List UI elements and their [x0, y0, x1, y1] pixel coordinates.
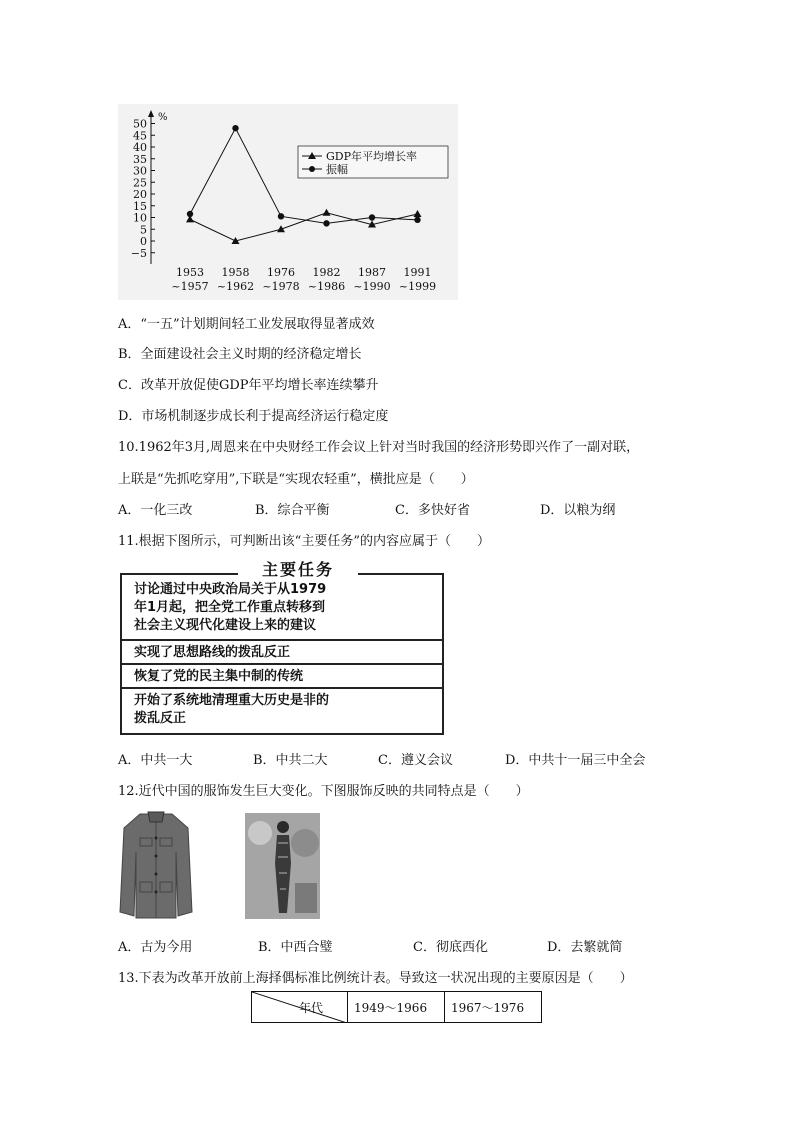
x-label-top: 1958 [221, 266, 250, 279]
q11-stem: 11.根据下图所示，可判断出该“主要任务”的内容应属于（ ） [118, 534, 490, 549]
x-label-top: 1987 [358, 266, 386, 279]
q10-option-b: B．综合平衡 [255, 503, 330, 518]
y-tick-label: 45 [133, 129, 147, 143]
q11-option-a: A．中共一大 [118, 753, 193, 768]
task-row-1 [122, 581, 442, 639]
q13-table-header-row [252, 992, 542, 1023]
q10-stem-line1: 10.1962年3月,周恩来在中央财经工作会议上针对当时我国的经济形势即兴作了一副对联， [118, 440, 640, 455]
y-unit-label: % [158, 112, 168, 123]
y-tick-label: 35 [133, 152, 147, 166]
main-tasks-title: 主要任务 [238, 559, 358, 581]
y-tick-label: 0 [140, 235, 147, 248]
task-row-4-line-1: 开始了系统地清理重大历史是非的 [134, 693, 330, 708]
task-row-1-line-2: 年1月起，把全党工作重点转移到 [134, 600, 326, 615]
task-row-4-line-2: 拨乱反正 [134, 711, 187, 726]
zhongshan-suit-svg [118, 808, 194, 920]
y-tick-label: 25 [133, 176, 147, 190]
q10-option-c: C．多快好省 [395, 503, 470, 518]
y-axis-arrow [148, 110, 154, 117]
amplitude-point [414, 217, 420, 223]
series-line-0 [190, 213, 418, 241]
task-row-2-line-1: 实现了思想路线的拨乱反正 [134, 645, 291, 660]
gdp-point [414, 210, 422, 217]
q13-header-corner-cell [252, 992, 348, 1023]
q12-option-d: D．去繁就简 [547, 940, 623, 955]
task-row-3 [122, 663, 442, 687]
q11-option-b: B．中共二大 [253, 753, 328, 768]
q13-table [251, 991, 542, 1023]
y-tick-label: −5 [130, 246, 147, 260]
q10-option-a: A．一化三改 [118, 503, 193, 518]
q9-option-d: D．市场机制逐步成长利于提高经济运行稳定度 [118, 409, 389, 424]
task-row-3-line-1: 恢复了党的民主集中制的传统 [134, 669, 304, 684]
y-tick-label: 40 [133, 141, 147, 154]
q9-option-c: C．改革开放促使GDP年平均增长率连续攀升 [118, 378, 379, 393]
qipao-image [245, 813, 320, 919]
x-label-bottom: ~1986 [307, 280, 346, 293]
task-row-1-line-3: 社会主义现代化建设上来的建议 [134, 618, 317, 633]
y-tick-label: 5 [140, 223, 147, 237]
chart-svg [118, 104, 458, 300]
q11-option-d: D．中共十一届三中全会 [505, 753, 646, 768]
gdp-point [323, 209, 331, 216]
q9-option-a: A．“一五”计划期间轻工业发展取得显著成效 [118, 317, 375, 332]
x-label-top: 1982 [312, 266, 341, 279]
task-row-2 [122, 639, 442, 663]
q9-option-b: B．全面建设社会主义时期的经济稳定增长 [118, 347, 362, 362]
legend-marker-circle [309, 166, 315, 172]
legend-label-gdp: GDP年平均增长率 [326, 150, 418, 163]
q12-stem: 12.近代中国的服饰发生巨大变化。下图服饰反映的共同特点是（ ） [118, 784, 529, 799]
q13-col-1949-1966: 1949～1966 [348, 992, 445, 1023]
gdp-chart [118, 104, 458, 300]
y-tick-label: 50 [133, 117, 147, 131]
q12-option-b: B．中西合璧 [258, 940, 333, 955]
x-label-top: 1976 [267, 266, 295, 279]
amplitude-point [232, 125, 238, 131]
task-row-1-line-1: 讨论通过中央政治局关于从1979 [134, 582, 327, 597]
q12-option-c: C．彻底西化 [413, 940, 488, 955]
q11-option-c: C．遵义会议 [378, 753, 453, 768]
q13-stem: 13.下表为改革开放前上海择偶标准比例统计表。导致这一状况出现的主要原因是（ ） [118, 971, 633, 986]
y-tick-label: 20 [133, 188, 147, 201]
task-row-4 [122, 687, 442, 731]
x-label-bottom: ~1999 [398, 280, 437, 293]
x-label-top: 1953 [176, 266, 204, 279]
y-tick-label: 15 [133, 199, 147, 213]
amplitude-point [323, 220, 329, 226]
q13-header-corner: 年代 [298, 1000, 323, 1015]
x-label-bottom: ~1978 [262, 280, 300, 293]
x-label-bottom: ~1990 [353, 280, 391, 293]
x-label-top: 1991 [403, 266, 432, 279]
y-tick-label: 30 [133, 164, 147, 178]
q10-option-d: D．以粮为纲 [540, 503, 616, 518]
qipao-svg [245, 813, 320, 919]
q13-col-1967-1976: 1967～1976 [445, 992, 542, 1023]
q10-stem-line2: 上联是“先抓吃穿用”,下联是“实现农轻重”，横批应是（ ） [118, 472, 474, 487]
zhongshan-suit-image [118, 808, 194, 920]
amplitude-point [278, 213, 284, 219]
main-tasks-box [120, 573, 444, 735]
legend-label-amplitude: 振幅 [326, 163, 348, 176]
x-label-bottom: ~1957 [171, 280, 209, 293]
q12-option-a: A．古为今用 [118, 940, 193, 955]
amplitude-point [369, 214, 375, 220]
y-tick-label: 10 [133, 211, 147, 225]
x-label-bottom: ~1962 [216, 280, 255, 293]
amplitude-point [187, 211, 193, 217]
